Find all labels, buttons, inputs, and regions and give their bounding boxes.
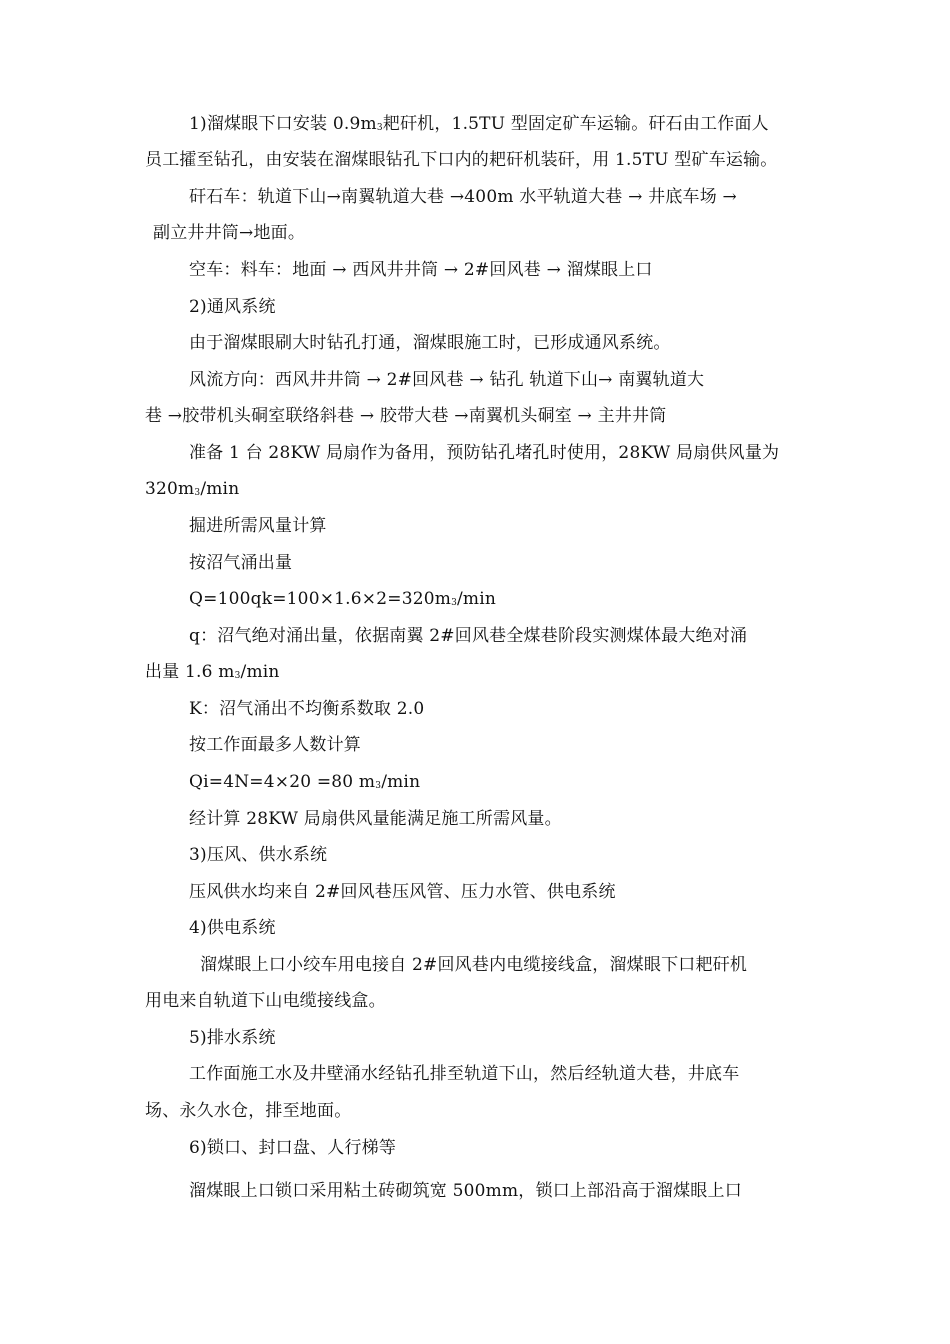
text-line: 用电来自轨道下山电缆接线盒。 (145, 991, 386, 1011)
text-line: 场、永久水仓，排至地面。 (145, 1101, 352, 1121)
text-line: 副立井井筒→地面。 (153, 223, 306, 243)
text-line: 员工攉至钻孔，由安装在溜煤眼钻孔下口内的耙矸机装矸，用 1.5TU 型矿车运输。 (145, 150, 778, 170)
text-line: q：沼气绝对涌出量，依据南翼 2#回风巷全煤巷阶段实测煤体最大绝对涌 (189, 626, 748, 646)
text-line: 空车：料车：地面 → 西风井井筒 → 2#回风巷 → 溜煤眼上口 (189, 260, 653, 280)
text-line: 溜煤眼上口小绞车用电接自 2#回风巷内电缆接线盒，溜煤眼下口耙矸机 (200, 955, 748, 975)
text-line: 压风供水均来自 2#回风巷压风管、压力水管、供电系统 (189, 882, 616, 902)
text-line: 准备 1 台 28KW 局扇作为备用，预防钻孔堵孔时使用，28KW 局扇供风量为 (189, 443, 780, 463)
text-line: $Q=100qk=100\times 1.6\times 2=320m_3/\min$ (189, 589, 497, 609)
text-line: 3)压风、供水系统 (189, 845, 328, 865)
text-line: 按沼气涌出量 (189, 553, 293, 573)
text-line: 由于溜煤眼刷大时钻孔打通，溜煤眼施工时，已形成通风系统。 (189, 333, 671, 353)
text-line: 5)排水系统 (189, 1028, 276, 1048)
text-line: 经计算 28KW 局扇供风量能满足施工所需风量。 (189, 809, 562, 829)
text-line: 溜煤眼上口锁口采用粘土砖砌筑宽 500mm，锁口上部沿高于溜煤眼上口 (189, 1181, 742, 1201)
text-line: 2)通风系统 (189, 297, 276, 317)
text-line: 矸石车：轨道下山→南翼轨道大巷 →400m 水平轨道大巷 → 井底车场 → (189, 187, 737, 207)
text-line: 6)锁口、封口盘、人行梯等 (189, 1138, 397, 1158)
text-line: 1)溜煤眼下口安装 $0.9m_3$耙矸机，1.5TU 型固定矿车运输。矸石由工作面人 (189, 114, 769, 134)
text-line: 出量 1.6 $m_3/\min$ (145, 662, 280, 682)
text-line: 4)供电系统 (189, 918, 276, 938)
text-line: 巷 →胶带机头硐室联络斜巷 → 胶带大巷 →南翼机头硐室 → 主井井筒 (145, 406, 667, 426)
text-line: 掘进所需风量计算 (189, 516, 327, 536)
text-line: K：沼气涌出不均衡系数取 2.0 (189, 699, 425, 719)
text-line: 按工作面最多人数计算 (189, 735, 361, 755)
text-line: $320m_3/\min$ (145, 479, 240, 499)
text-line: Qi=4N=4×20 =80 $m_3/\min$ (189, 772, 421, 792)
text-line: 工作面施工水及井壁涌水经钻孔排至轨道下山，然后经轨道大巷，井底车 (189, 1064, 740, 1084)
text-line: 风流方向：西风井井筒 → 2#回风巷 → 钻孔 轨道下山→ 南翼轨道大 (189, 370, 705, 390)
